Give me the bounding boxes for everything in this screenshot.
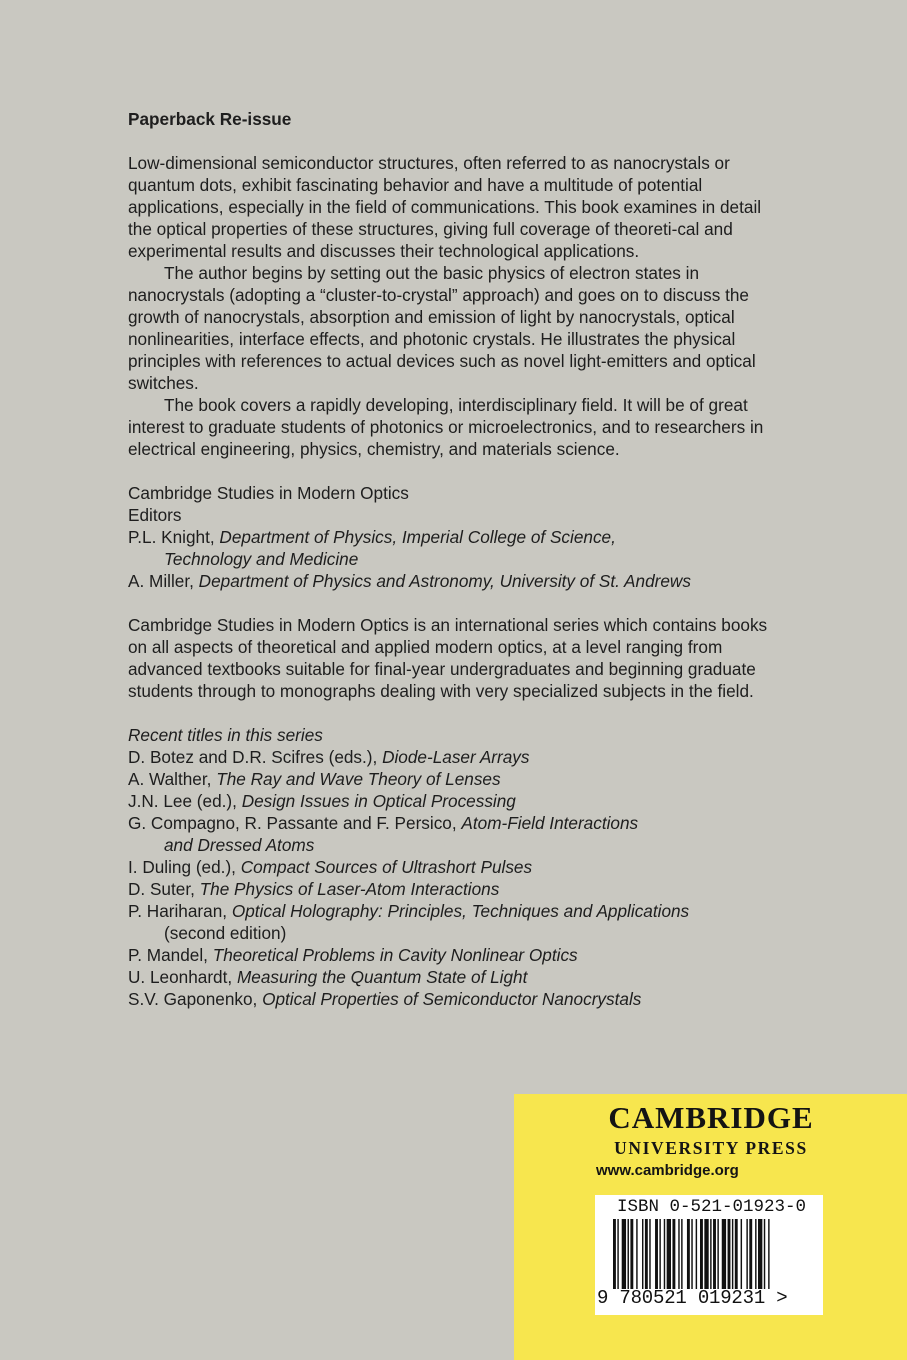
recent-title-item [128, 966, 788, 988]
recent-title-item [128, 988, 788, 1010]
reissue-heading: Paperback Re-issue [128, 109, 292, 129]
item-title: The Ray and Wave Theory of Lenses [216, 769, 501, 789]
item-title: Compact Sources of Ultrashort Pulses [240, 857, 533, 877]
editor-entry [128, 570, 788, 592]
item-author: P. Mandel, [128, 945, 213, 965]
item-author: A. Walther, [128, 769, 217, 789]
item-title: Theoretical Problems in Cavity Nonlinear Optics [212, 945, 578, 965]
barcode-bar [732, 1219, 733, 1289]
item-title-cont: and Dressed Atoms [164, 835, 315, 855]
item-author: U. Leonhardt, [128, 967, 237, 987]
barcode-bar [691, 1219, 692, 1289]
recent-titles-label: Recent titles in this series [128, 725, 323, 745]
publisher-url: www.cambridge.org [596, 1162, 739, 1179]
barcode-bar [755, 1219, 756, 1289]
barcode-bar [630, 1219, 633, 1289]
barcode-bar [659, 1219, 660, 1289]
item-author: D. Suter, [128, 879, 200, 899]
description-paragraph-2: The author begins by setting out the basic physics of electron states in nanocrystals (adopting a “cluster-to-crystal” approach) and goes on to discuss the growth of nanocrystals, absorption and emission of light by nanocrystals, optical nonlinearities, interface effects, and photonic crystals. He illustrates the physical principles with references to actual devices such as novel light-emitters and optical switches. [128, 263, 756, 393]
publisher-logo-box [514, 1094, 907, 1360]
recent-title-item [128, 790, 788, 812]
description-paragraph-3: The book covers a rapidly developing, interdisciplinary field. It will be of great interest to graduate students of photonics or microelectronics, and to researchers in electrical engineering, physics, chemistry, and materials science. [128, 395, 764, 459]
editor-entry [128, 526, 788, 548]
barcode-bar [664, 1219, 665, 1289]
barcode-bar [713, 1219, 716, 1289]
publisher-subtitle: UNIVERSITY PRESS [614, 1138, 808, 1158]
recent-title-item [128, 746, 788, 768]
editor-affiliation: Department of Physics and Astronomy, University of St. Andrews [198, 571, 691, 591]
editors-label: Editors [128, 505, 182, 525]
description-paragraph-1: Low-dimensional semiconductor structures, often referred to as nanocrystals or quantum dots, exhibit fascinating behavior and have a multitude of potential applications, especially in the field of communications. This book examines in detail the optical properties of these structures, giving full coverage of theoreti-cal and experimental results and discusses their technological applications. [128, 153, 762, 261]
item-title: Design Issues in Optical Processing [241, 791, 516, 811]
cover-text [128, 108, 788, 1010]
barcode-bar [741, 1219, 742, 1289]
item-author: G. Compagno, R. Passante and F. Persico, [128, 813, 462, 833]
barcode-bar [704, 1219, 708, 1289]
item-title: Optical Properties of Semiconductor Nanocrystals [262, 989, 642, 1009]
item-author: D. Botez and D.R. Scifres (eds.), [128, 747, 383, 767]
item-title: Measuring the Quantum State of Light [236, 967, 528, 987]
barcode-bar [649, 1219, 650, 1289]
barcode-bar [613, 1219, 616, 1289]
recent-title-item [128, 856, 788, 878]
series-title: Cambridge Studies in Modern Optics [128, 483, 409, 503]
barcode-bar [758, 1219, 762, 1289]
editor-affiliation: Department of Physics, Imperial College of Science, [219, 527, 616, 547]
barcode-icon [595, 1219, 823, 1291]
barcode-bar [722, 1219, 726, 1289]
barcode-bar [696, 1219, 697, 1289]
barcode-bar [735, 1219, 738, 1289]
isbn-label: ISBN 0-521-01923-0 [617, 1197, 807, 1217]
editor-name: P.L. Knight, [128, 527, 220, 547]
recent-title-item [128, 812, 788, 834]
barcode-bar [645, 1219, 648, 1289]
item-title: Optical Holography: Principles, Techniques and Applications [231, 901, 690, 921]
editor-name: A. Miller, [128, 571, 199, 591]
barcode-bar [687, 1219, 690, 1289]
item-author: I. Duling (ed.), [128, 857, 241, 877]
barcode-bar [642, 1219, 643, 1289]
barcode-bar [700, 1219, 703, 1289]
barcode-bar [655, 1219, 658, 1289]
item-title: Diode-Laser Arrays [382, 747, 530, 767]
publisher-name: CAMBRIDGE [608, 1100, 814, 1135]
barcode-bar [764, 1219, 765, 1289]
barcode-bar [710, 1219, 711, 1289]
barcode-bar [667, 1219, 671, 1289]
editor-affiliation-cont: Technology and Medicine [164, 549, 359, 569]
recent-title-item [128, 900, 788, 922]
item-author: S.V. Gaponenko, [128, 989, 263, 1009]
item-author: J.N. Lee (ed.), [128, 791, 242, 811]
barcode-bar [681, 1219, 682, 1289]
barcode-bar [728, 1219, 731, 1289]
barcode-bar [628, 1219, 629, 1289]
barcode-bar [636, 1219, 637, 1289]
item-title: Atom-Field Interactions [461, 813, 639, 833]
barcode-bar [622, 1219, 626, 1289]
barcode-bar [672, 1219, 675, 1289]
recent-title-item [128, 878, 788, 900]
recent-title-item [128, 768, 788, 790]
item-title: The Physics of Laser-Atom Interactions [199, 879, 500, 899]
barcode-bar [749, 1219, 752, 1289]
barcode-bar [678, 1219, 679, 1289]
barcode-digits: 9 780521 019231 > [597, 1287, 788, 1309]
barcode-bar [617, 1219, 618, 1289]
recent-title-item [128, 944, 788, 966]
series-blurb: Cambridge Studies in Modern Optics is an international series which contains books on all aspects of theoretical and applied modern optics, at a level ranging from advanced textbooks suitable for final-year undergraduates and beginning graduate students through to monographs dealing with very specialized subjects in the field. [128, 615, 768, 701]
barcode-bar [746, 1219, 747, 1289]
barcode-bar [717, 1219, 718, 1289]
barcode-bar [768, 1219, 769, 1289]
item-edition-note: (second edition) [164, 923, 287, 943]
item-author: P. Hariharan, [128, 901, 232, 921]
barcode-panel [595, 1195, 823, 1315]
